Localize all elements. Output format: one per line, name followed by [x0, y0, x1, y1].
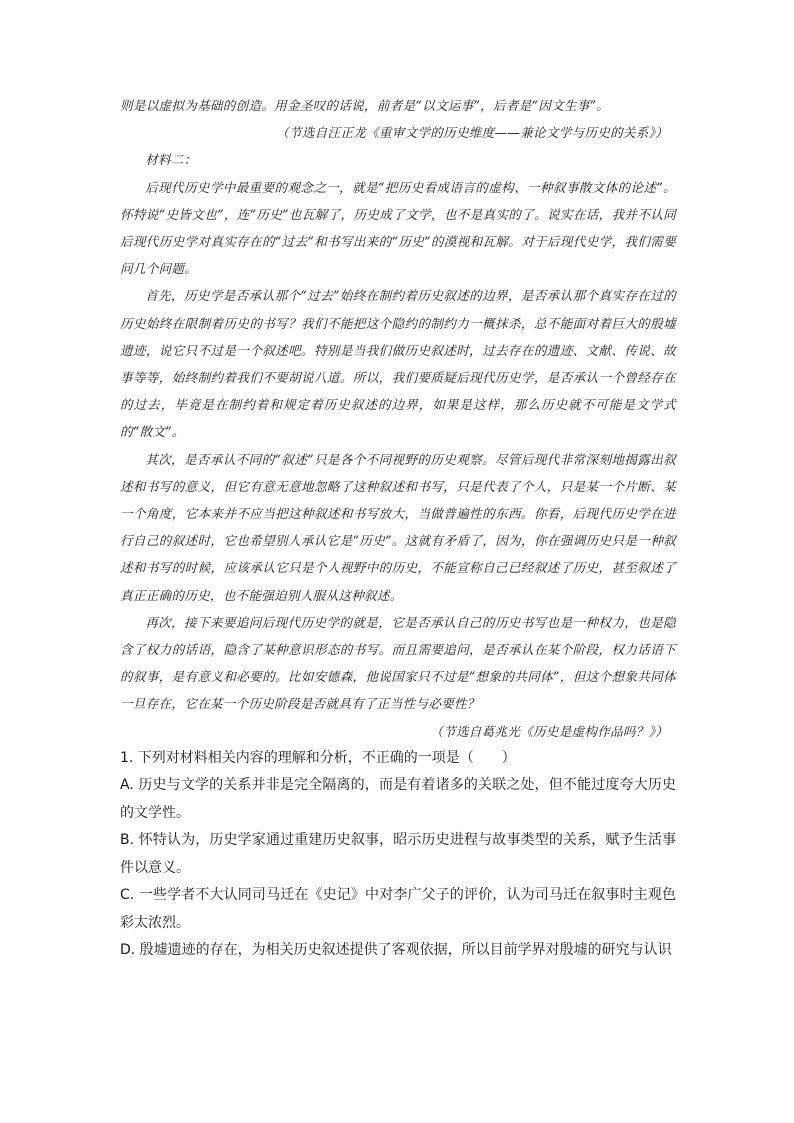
- material2-label: 材料二：: [145, 152, 197, 168]
- reading-passage: [120, 92, 676, 745]
- material2-paragraph-3: 其次，是否承认不同的“叙述”只是各个不同视野的历史观察。尽管后现代非常深刻地揭露出叙述和书写的意义，但它有意无意地忽略了这种叙述和书写，只是代表了个人，只是某一个片断、某一个角度，它本来并不应当把这种叙述和书写放大，当做普遍性的东西。你看，后现代历史学在进行自己的叙述时，它也希望别人承认它是“历史”。这就有矛盾了，因为，你在强调历史只是一种叙述和书写的时候，应该承认它只是个人视野中的历史，不能宣称自己已经叙述了历史，甚至叙述了真正正确的历史，也不能强迫别人服从这种叙述。: [120, 451, 676, 603]
- material2-paragraph-1: 后现代历史学中最重要的观念之一，就是“把历史看成语言的虚构、一种叙事散文体的论述”。怀特说“史皆文也”，连“历史”也瓦解了，历史成了文学，也不是真实的了。说实在话，我并不认同后现代历史学对真实存在的“过去”和书写出来的“历史”的漠视和瓦解。对于后现代史学，我们需要问几个问题。: [120, 179, 676, 277]
- question-block: [120, 745, 676, 965]
- material2-paragraph-2: 首先，历史学是否承认那个“过去”始终在制约着历史叙述的边界，是否承认那个真实存在过的历史始终在限制着历史的书写？我们不能把这个隐约的制约力一概抹杀，总不能面对着巨大的殷墟遗迹，说它只不过是一个叙述吧。特别是当我们做历史叙述时，过去存在的遗迹、文献、传说、故事等等，始终制约着我们不要胡说八道。所以，我们要质疑后现代历史学，是否承认一个曾经存在的过去，毕竟是在制约着和规定着历史叙述的边界，如果是这样，那么历史就不可能是文学式的“散文”。: [120, 288, 676, 440]
- material2-source: （节选自葛兆光《历史是虚构作品吗？》）: [430, 723, 668, 739]
- option-d: D. 殷墟遗迹的存在，为相关历史叙述提供了客观依据，所以目前学界对殷墟的研究与认识: [120, 942, 672, 959]
- question-stem: 1. 下列对材料相关内容的理解和分析，不正确的一项是（ ）: [120, 749, 516, 766]
- option-c: C. 一些学者不大认同司马迁在《史记》中对李广父子的评价，认为司马迁在叙事时主观色彩太浓烈。: [120, 887, 676, 931]
- material1-tail: 则是以虚拟为基础的创造。用金圣叹的话说，前者是“以文运事”，后者是“因文生事”。: [120, 98, 610, 113]
- option-b: B. 怀特认为，历史学家通过重建历史叙事，昭示历史进程与故事类型的关系，赋予生活事件以意义。: [120, 832, 676, 876]
- material1-source: （节选自汪正龙《重审文学的历史维度——兼论文学与历史的关系》）: [276, 125, 668, 141]
- option-a: A. 历史与文学的关系并非是完全隔离的，而是有着诸多的关联之处，但不能过度夸大历史的文学性。: [120, 777, 676, 821]
- material2-paragraph-4: 再次，接下来要追问后现代历史学的就是，它是否承认自己的历史书写也是一种权力，也是隐含了权力的话语，隐含了某种意识形态的书写。而且需要追问，是否承认在某个阶段，权力话语下的叙事，是有意义和必要的。比如安德森，他说国家只不过是“想象的共同体”，但这个想象共同体一旦存在，它在某一个历史阶段是否就具有了正当性与必要性？: [120, 614, 676, 712]
- content-area: [120, 92, 676, 965]
